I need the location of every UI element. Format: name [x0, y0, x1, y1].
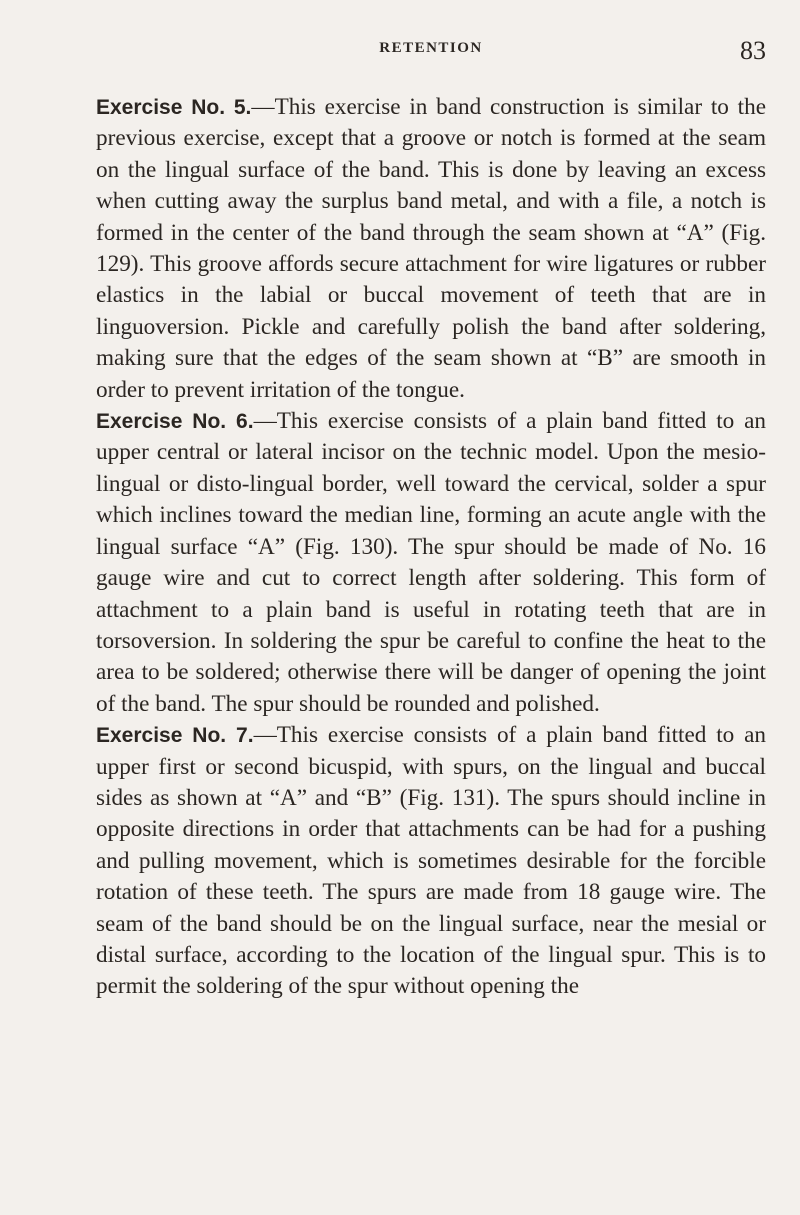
running-head [96, 36, 766, 70]
exercise-heading: Exercise No. 7. [96, 724, 254, 748]
paragraph-text: —This exercise consists of a plain band fitted to an upper first or second bicuspid, with spurs, on the lingual and buccal sides as shown at “A” and “B” (Fig. 131). The spurs should incline in opposite directions in order that attachments can be had for a pushing and pulling movement, which is sometimes desirable for the forcible rotation of these teeth. The spurs are made from 18 gauge wire. The seam of the band should be on the lingual surface, near the mesial or distal surface, according to the location of the lingual spur. This is to permit the soldering of the spur without opening the [96, 722, 767, 1000]
exercise-heading: Exercise No. 5. [96, 96, 252, 119]
paragraph-exercise-5 [96, 92, 766, 406]
exercise-heading: Exercise No. 6. [96, 410, 254, 434]
paragraph-text: —This exercise consists of a plain band fitted to an upper central or lateral incisor on the technic model. Upon the mesio-lingual or disto-lingual border, well toward the cervical, solder a spur which inclines toward the median line, forming an acute angle with the lingual surface “A” (Fig. 130). The spur should be made of No. 16 gauge wire and cut to correct length after soldering. This form of attachment to a plain band is useful in rotating teeth that are in torsoversion. In soldering the spur be careful to confine the heat to the area to be soldered; otherwise there will be danger of opening the joint of the band. The spur should be rounded and polished. [96, 408, 767, 717]
page-number: 83 [740, 36, 766, 65]
running-title: RETENTION [379, 40, 483, 56]
paragraph-text: —This exercise in band construction is similar to the previous exercise, except that a groove or notch is formed at the seam on the lingual surface of the band. This is done by leaving an excess when cutting away the surplus band metal, and with a file, a notch is formed in the center of the band through the seam shown at “A” (Fig. 129). This groove affords secure attachment for wire ligatures or rubber elastics in the labial or buccal movement of teeth that are in linguoversion. Pickle and carefully polish the band after soldering, making sure that the edges of the seam shown at “B” are smooth in order to prevent irritation of the tongue. [96, 94, 767, 403]
body-text [96, 92, 766, 1003]
paragraph-exercise-6 [96, 406, 766, 720]
paragraph-exercise-7 [96, 720, 766, 1003]
